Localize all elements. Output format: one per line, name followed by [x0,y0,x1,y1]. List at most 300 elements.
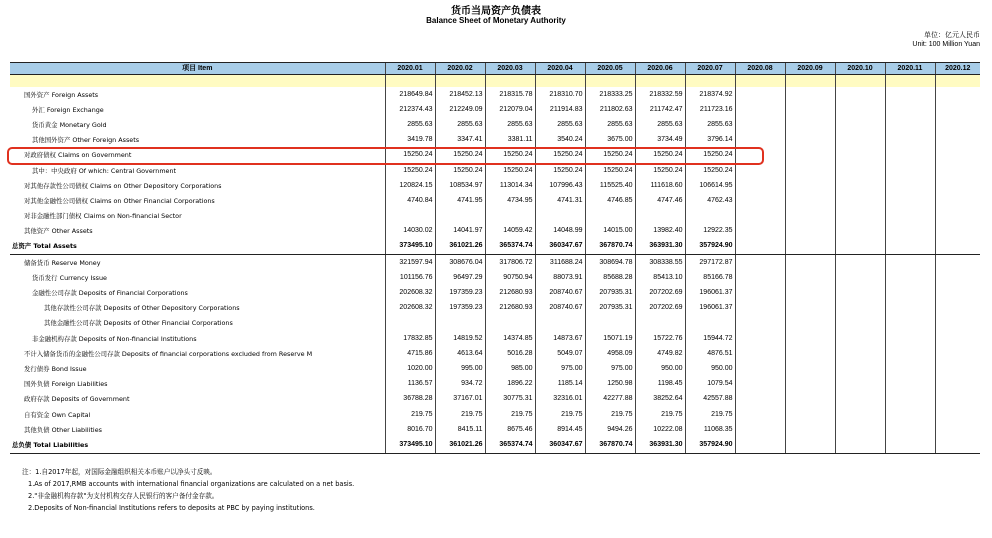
row-label [10,87,385,102]
value-cell: 934.72 [435,377,485,392]
value-cell [835,270,885,285]
value-cell [885,224,935,239]
row-label-en: Deposits of Other Financial Corporations [103,319,233,328]
value-cell [935,392,980,407]
value-cell: 15250.24 [435,148,485,163]
value-cell: 14819.52 [435,331,485,346]
value-cell: 207202.69 [635,301,685,316]
row-label-cn: 其他金融性公司存款 [44,319,102,328]
value-cell [635,209,685,224]
value-cell [785,392,835,407]
value-cell: 212249.09 [435,102,485,117]
value-cell: 17832.85 [385,331,435,346]
value-cell [885,209,935,224]
value-cell: 363931.30 [635,239,685,255]
value-cell [885,87,935,102]
table-row [10,422,980,437]
value-cell: 196061.37 [685,285,735,300]
row-label-en: Claims on Non-financial Sector [83,212,182,221]
row-label [10,178,385,193]
row-label [10,346,385,361]
value-cell [835,301,885,316]
row-label-cn: 对其他金融性公司债权 [24,196,88,205]
value-cell: 2855.63 [535,117,585,132]
value-cell: 85413.10 [635,270,685,285]
value-cell [935,270,980,285]
value-cell [735,148,785,163]
value-cell [885,239,935,255]
value-cell: 1198.45 [635,377,685,392]
row-label-cn: 其他国外资产 [32,136,71,145]
value-cell: 207202.69 [635,285,685,300]
row-label-en: Of which: Central Government [78,166,177,175]
value-cell: 219.75 [435,407,485,422]
value-cell [885,285,935,300]
value-cell: 15250.24 [685,163,735,178]
value-cell [935,224,980,239]
value-cell: 36788.28 [385,392,435,407]
value-cell [935,102,980,117]
column-header-period: 2020.04 [535,63,585,75]
value-cell: 311688.24 [535,255,585,271]
table-row [10,117,980,132]
row-label-cn: 储备货币 [24,258,50,267]
value-cell [535,209,585,224]
row-label [10,301,385,316]
row-label-en: Total Assets [33,242,77,251]
row-label-en: Other Liabilities [51,425,102,434]
value-cell: 111618.60 [635,178,685,193]
page-title-en: Balance Sheet of Monetary Authority [426,16,566,25]
value-cell [935,422,980,437]
row-label [10,422,385,437]
row-label [10,224,385,239]
value-cell [385,316,435,331]
value-cell [785,255,835,271]
row-label-en: Deposits of Financial Corporations [78,289,188,298]
row-label [10,437,385,453]
value-cell: 14059.42 [485,224,535,239]
column-header-period: 2020.06 [635,63,685,75]
value-cell [835,133,885,148]
row-label-cn: 不计入储备货币的金融性公司存款 [24,349,120,358]
value-cell [785,331,835,346]
value-cell: 360347.67 [535,239,585,255]
value-cell: 367870.74 [585,437,635,453]
value-cell: 219.75 [485,407,535,422]
row-label-cn: 自有资金 [24,410,50,419]
value-cell [785,437,835,453]
value-cell: 15250.24 [635,163,685,178]
value-cell [735,239,785,255]
value-cell [885,437,935,453]
row-label-cn: 发行债券 [24,364,50,373]
value-cell [735,163,785,178]
row-label-en: Deposits of Non-financial Institutions [78,334,197,343]
column-header-period: 2020.05 [585,63,635,75]
row-label-en: Deposits of Other Depository Corporations [103,304,240,313]
value-cell: 14873.67 [535,331,585,346]
value-cell: 8675.46 [485,422,535,437]
row-label-cn: 总负债 [12,440,32,449]
value-cell: 8914.45 [535,422,585,437]
value-cell [785,163,835,178]
column-header-period: 2020.01 [385,63,435,75]
row-label [10,193,385,208]
value-cell [935,178,980,193]
value-cell [935,148,980,163]
value-cell: 218332.59 [635,87,685,102]
value-cell: 207935.31 [585,301,635,316]
value-cell [885,301,935,316]
value-cell [585,316,635,331]
value-cell: 950.00 [685,361,735,376]
value-cell [785,407,835,422]
value-cell: 212680.93 [485,301,535,316]
value-cell [935,437,980,453]
value-cell [785,224,835,239]
row-label [10,392,385,407]
value-cell: 4740.84 [385,193,435,208]
value-cell: 211742.47 [635,102,685,117]
value-cell: 219.75 [635,407,685,422]
table-row [10,87,980,102]
row-label [10,331,385,346]
row-label-en: Foreign Assets [51,90,99,99]
value-cell: 212374.43 [385,102,435,117]
value-cell [835,193,885,208]
value-cell [735,255,785,271]
value-cell: 15944.72 [685,331,735,346]
value-cell [435,209,485,224]
value-cell [835,102,885,117]
value-cell: 90750.94 [485,270,535,285]
value-cell: 14048.99 [535,224,585,239]
value-cell: 8415.11 [435,422,485,437]
value-cell: 11068.35 [685,422,735,437]
table-row [10,224,980,239]
column-header-period: 2020.07 [685,63,735,75]
column-header-period: 2020.02 [435,63,485,75]
value-cell: 4741.31 [535,193,585,208]
row-label-en: Own Capital [51,410,91,419]
value-cell: 3540.24 [535,133,585,148]
value-cell: 15250.24 [535,148,585,163]
value-cell: 42277.88 [585,392,635,407]
value-cell: 3734.49 [635,133,685,148]
value-cell [785,133,835,148]
value-cell: 2855.63 [485,117,535,132]
value-cell [735,392,785,407]
row-label [10,133,385,148]
value-cell: 15250.24 [435,163,485,178]
row-label-en: Currency Issue [59,273,107,282]
value-cell: 211723.16 [685,102,735,117]
value-cell: 367870.74 [585,239,635,255]
value-cell: 373495.10 [385,437,435,453]
row-label-cn: 国外负债 [24,380,50,389]
value-cell: 196061.37 [685,301,735,316]
value-cell [885,133,935,148]
value-cell [785,178,835,193]
row-label-cn: 其他资产 [24,227,50,236]
footnote-line: 注：1.自2017年起，对国际金融组织相关本币账户以净头寸反映。 [22,468,217,476]
value-cell [935,255,980,271]
value-cell [835,239,885,255]
table-header-row [10,63,980,75]
value-cell: 9494.26 [585,422,635,437]
value-cell: 1079.54 [685,377,735,392]
row-label [10,209,385,224]
value-cell [735,316,785,331]
value-cell: 4741.95 [435,193,485,208]
row-label-en: Claims on Other Depository Corporations [89,181,222,190]
row-label [10,117,385,132]
value-cell [735,285,785,300]
value-cell: 218374.92 [685,87,735,102]
value-cell: 106614.95 [685,178,735,193]
value-cell [835,437,885,453]
value-cell: 108534.97 [435,178,485,193]
value-cell [835,331,885,346]
value-cell: 3675.00 [585,133,635,148]
unit-label-en: Unit: 100 Million Yuan [912,41,980,48]
value-cell [835,255,885,271]
footnote-line: 1.As of 2017,RMB accounts with international financial organizations are calculated on a net basis. [28,480,355,488]
value-cell: 357924.90 [685,239,735,255]
value-cell: 30775.31 [485,392,535,407]
value-cell: 85688.28 [585,270,635,285]
footnotes [22,466,354,514]
value-cell: 2855.63 [635,117,685,132]
value-cell: 2855.63 [435,117,485,132]
value-cell: 96497.29 [435,270,485,285]
value-cell: 1896.22 [485,377,535,392]
value-cell: 202608.32 [385,301,435,316]
value-cell [685,316,735,331]
value-cell: 1136.57 [385,377,435,392]
value-cell: 4762.43 [685,193,735,208]
value-cell: 995.00 [435,361,485,376]
table-row [10,102,980,117]
value-cell: 219.75 [385,407,435,422]
value-cell [785,285,835,300]
value-cell [885,270,935,285]
row-label [10,316,385,331]
value-cell: 120824.15 [385,178,435,193]
value-cell [785,193,835,208]
header-spacer-row [10,75,980,88]
value-cell [535,316,585,331]
value-cell [835,285,885,300]
column-header-period: 2020.08 [735,63,785,75]
value-cell: 2855.63 [685,117,735,132]
table-row [10,239,980,255]
value-cell [835,392,885,407]
value-cell [785,377,835,392]
value-cell [935,346,980,361]
value-cell [885,316,935,331]
row-label-en: Total Liabilities [33,440,89,449]
value-cell: 218649.84 [385,87,435,102]
value-cell: 208740.67 [535,285,585,300]
value-cell [835,87,885,102]
table-row [10,285,980,300]
value-cell [835,224,885,239]
value-cell: 5049.07 [535,346,585,361]
row-label-cn: 其中：中央政府 [32,166,77,175]
value-cell [735,361,785,376]
value-cell: 4715.86 [385,346,435,361]
value-cell: 4613.64 [435,346,485,361]
value-cell [885,255,935,271]
value-cell [735,133,785,148]
value-cell: 4876.51 [685,346,735,361]
value-cell [935,163,980,178]
balance-sheet-table [10,62,980,454]
value-cell [785,102,835,117]
row-label [10,148,385,163]
row-label [10,377,385,392]
value-cell [885,178,935,193]
value-cell [935,87,980,102]
value-cell: 3796.14 [685,133,735,148]
value-cell: 8016.70 [385,422,435,437]
value-cell: 207935.31 [585,285,635,300]
row-label-cn: 货币发行 [32,273,58,282]
value-cell [585,209,635,224]
value-cell: 219.75 [535,407,585,422]
value-cell [735,178,785,193]
table-row [10,361,980,376]
value-cell [935,377,980,392]
value-cell [835,346,885,361]
value-cell: 15250.24 [485,148,535,163]
table-row [10,392,980,407]
row-label-cn: 国外资产 [24,90,50,99]
value-cell: 15250.24 [635,148,685,163]
row-label-en: Deposits of Government [51,395,130,404]
value-cell: 363931.30 [635,437,685,453]
value-cell: 218315.78 [485,87,535,102]
row-label-cn: 货币黄金 [32,120,58,129]
value-cell [885,331,935,346]
footnote-line: 2."非金融机构存款"为支付机构交存人民银行的客户备付金存款。 [28,492,219,500]
value-cell [485,316,535,331]
value-cell: 15250.24 [535,163,585,178]
row-label [10,163,385,178]
value-cell: 4746.85 [585,193,635,208]
row-label-en: Other Assets [51,227,93,236]
value-cell [935,117,980,132]
value-cell [885,377,935,392]
value-cell [885,102,935,117]
footnote-line: 2.Deposits of Non-financial Institutions refers to deposits at PBC by paying institutions. [28,504,315,512]
table-row [10,316,980,331]
value-cell [735,407,785,422]
value-cell: 12922.35 [685,224,735,239]
value-cell: 3381.11 [485,133,535,148]
value-cell: 218310.70 [535,87,585,102]
value-cell: 15250.24 [385,148,435,163]
value-cell: 38252.64 [635,392,685,407]
value-cell: 975.00 [535,361,585,376]
value-cell [885,117,935,132]
value-cell: 1250.98 [585,377,635,392]
value-cell [935,209,980,224]
value-cell: 985.00 [485,361,535,376]
value-cell [435,316,485,331]
value-cell: 113014.34 [485,178,535,193]
value-cell [385,209,435,224]
value-cell [685,209,735,224]
value-cell: 107996.43 [535,178,585,193]
value-cell [785,361,835,376]
table-row [10,209,980,224]
value-cell: 219.75 [585,407,635,422]
value-cell [485,209,535,224]
value-cell: 15722.76 [635,331,685,346]
value-cell [785,422,835,437]
table-row [10,377,980,392]
value-cell [885,407,935,422]
row-label-cn: 非金融机构存款 [32,334,77,343]
value-cell: 218333.25 [585,87,635,102]
table-row [10,148,980,163]
value-cell [935,301,980,316]
table-row [10,301,980,316]
row-label-cn: 其他负债 [24,425,50,434]
value-cell [835,422,885,437]
table-row [10,407,980,422]
row-label [10,270,385,285]
value-cell [785,117,835,132]
value-cell: 4749.82 [635,346,685,361]
value-cell: 202608.32 [385,285,435,300]
value-cell: 365374.74 [485,437,535,453]
table-row [10,270,980,285]
value-cell [835,407,885,422]
value-cell [735,270,785,285]
value-cell [785,346,835,361]
row-label [10,285,385,300]
value-cell [935,193,980,208]
value-cell [885,346,935,361]
column-header-period: 2020.12 [935,63,980,75]
row-label [10,255,385,271]
value-cell [785,316,835,331]
value-cell [835,316,885,331]
column-header-period: 2020.09 [785,63,835,75]
table-row [10,255,980,271]
value-cell: 4958.09 [585,346,635,361]
value-cell: 14030.02 [385,224,435,239]
value-cell: 365374.74 [485,239,535,255]
row-label-cn: 对非金融性部门债权 [24,212,82,221]
value-cell: 211914.83 [535,102,585,117]
value-cell [835,117,885,132]
value-cell [735,377,785,392]
value-cell [735,437,785,453]
row-label-cn: 金融性公司存款 [32,289,77,298]
value-cell [735,422,785,437]
row-label-cn: 外汇 [32,105,45,114]
value-cell [935,331,980,346]
value-cell: 85166.78 [685,270,735,285]
value-cell [885,422,935,437]
value-cell [785,148,835,163]
column-header-period: 2020.10 [835,63,885,75]
